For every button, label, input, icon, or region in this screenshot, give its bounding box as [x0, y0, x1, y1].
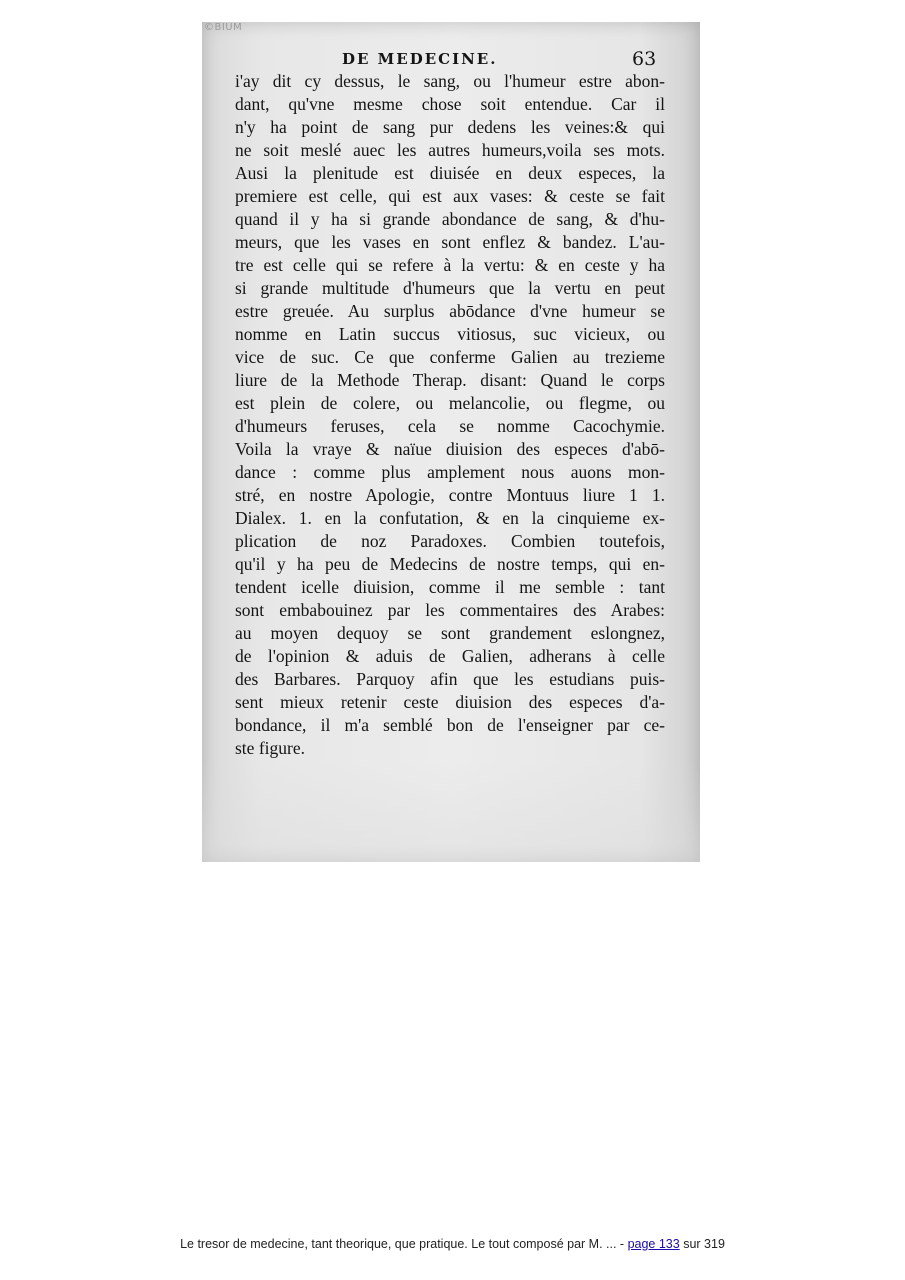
scanned-page-image [202, 22, 700, 862]
text-line: meurs, que les vases en sont enflez & bandez. L'au- [235, 232, 665, 252]
text-line: n'y ha point de sang pur dedens les veines:& qui [235, 117, 665, 137]
page-number: 63 [632, 48, 657, 70]
text-line: d'humeurs feruses, cela se nomme Cacochymie. [235, 416, 665, 436]
text-line: estre greuée. Au surplus abōdance d'vne humeur se [235, 301, 665, 321]
text-line: plication de noz Paradoxes. Combien toutefois, [235, 531, 665, 551]
text-line: stré, en nostre Apologie, contre Montuus liure 1 1. [235, 485, 665, 505]
watermark: ©BIUM [204, 22, 243, 33]
text-line: tre est celle qui se refere à la vertu: & en ceste y ha [235, 255, 665, 275]
text-line: sent mieux retenir ceste diuision des especes d'a- [235, 692, 665, 712]
book-title: Le tresor de medecine, tant theorique, que pratique. Le tout composé par M. ... - [180, 1237, 625, 1251]
text-line: Voila la vraye & naïue diuision des especes d'abō- [235, 439, 665, 459]
text-line: au moyen dequoy se sont grandement eslongnez, [235, 623, 665, 643]
text-line: i'ay dit cy dessus, le sang, ou l'humeur estre abon- [235, 71, 665, 91]
text-line: des Barbares. Parquoy afin que les estudians puis- [235, 669, 665, 689]
text-line: ste figure. [235, 738, 305, 758]
text-line: tendent icelle diuision, comme il me semble : tant [235, 577, 665, 597]
text-line: de l'opinion & aduis de Galien, adherans à celle [235, 646, 665, 666]
text-line: nomme en Latin succus vitiosus, suc vicieux, ou [235, 324, 665, 344]
text-line: si grande multitude d'humeurs que la vertu en peut [235, 278, 665, 298]
text-line: bondance, il m'a semblé bon de l'enseigner par ce- [235, 715, 665, 735]
page-link[interactable]: page 133 [627, 1237, 680, 1251]
page-caption [0, 1237, 905, 1251]
text-line: Dialex. 1. en la confutation, & en la cinquieme ex- [235, 508, 665, 528]
text-line: Ausi la plenitude est diuisée en deux especes, la [235, 163, 665, 183]
text-line: est plein de colere, ou melancolie, ou flegme, ou [235, 393, 665, 413]
text-line: premiere est celle, qui est aux vases: & ceste se fait [235, 186, 665, 206]
text-line: sont embabouinez par les commentaires des Arabes: [235, 600, 665, 620]
running-head: DE MEDECINE. [342, 50, 498, 68]
text-line: ne soit meslé auec les autres humeurs,voila ses mots. [235, 140, 665, 160]
text-line: qu'il y ha peu de Medecins de nostre temps, qui en- [235, 554, 665, 574]
text-line: vice de suc. Ce que conferme Galien au trezieme [235, 347, 665, 367]
page-total: sur 319 [683, 1237, 725, 1251]
text-line: dant, qu'vne mesme chose soit entendue. Car il [235, 94, 665, 114]
body-text [235, 70, 665, 760]
text-line: dance : comme plus amplement nous auons mon- [235, 462, 665, 482]
text-line: liure de la Methode Therap. disant: Quand le corps [235, 370, 665, 390]
text-line: quand il y ha si grande abondance de sang, & d'hu- [235, 209, 665, 229]
